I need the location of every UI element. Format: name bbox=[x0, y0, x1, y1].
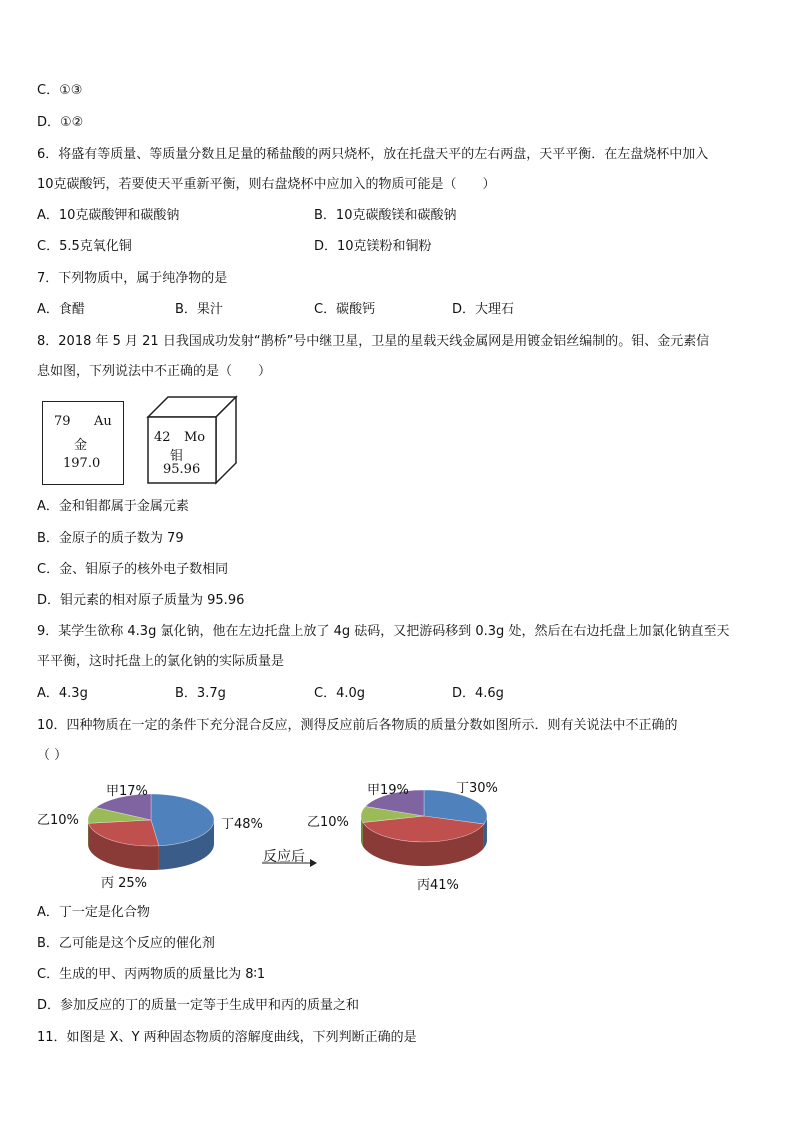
q9-option-d: D．4.6g bbox=[452, 686, 504, 701]
mo-name: 钼 bbox=[170, 449, 184, 464]
q10-option-d: D．参加反应的丁的质量一定等于生成甲和丙的质量之和 bbox=[37, 998, 360, 1013]
q6-stem-line2: 10克碳酸钙，若要使天平重新平衡，则右盘烧杯中应加入的物质可能是（ ） bbox=[37, 177, 496, 192]
q11-stem: 11．如图是 X、Y 两种固态物质的溶解度曲线，下列判断正确的是 bbox=[37, 1030, 417, 1045]
q8-option-c: C．金、钼原子的核外电子数相同 bbox=[37, 562, 229, 577]
pie2-label-bing: 丙41% bbox=[417, 878, 459, 893]
q8-option-b: B．金原子的质子数为 79 bbox=[37, 531, 184, 546]
mo-atomic-mass: 95.96 bbox=[163, 462, 201, 477]
pie1-label-ding: 丁48% bbox=[221, 817, 263, 832]
q9-option-a: A．4.3g bbox=[37, 686, 88, 701]
q6-option-a: A．10克碳酸钾和碳酸钠 bbox=[37, 208, 180, 223]
pie-chart-after bbox=[358, 786, 498, 876]
mo-atomic-number: 42 bbox=[154, 430, 171, 445]
pie1-label-yi: 乙10% bbox=[37, 813, 79, 828]
q9-stem-line1: 9．某学生欲称 4.3g 氯化钠，他在左边托盘上放了 4g 砝码，又把游码移到 0.3g 处，然后在右边托盘上加氯化钠直至天 bbox=[37, 624, 730, 639]
gold-element-card bbox=[42, 401, 124, 485]
q8-option-d: D．钼元素的相对原子质量为 95.96 bbox=[37, 593, 245, 608]
q6-option-c: C．5.5克氧化铜 bbox=[37, 239, 132, 254]
pie2-label-ding: 丁30% bbox=[456, 781, 498, 796]
q8-option-a: A．金和钼都属于金属元素 bbox=[37, 499, 189, 514]
gold-atomic-number: 79 bbox=[54, 414, 71, 429]
reaction-arrow bbox=[260, 858, 320, 868]
q10-option-a: A．丁一定是化合物 bbox=[37, 905, 150, 920]
q9-stem-line2: 平平衡，这时托盘上的氯化钠的实际质量是 bbox=[37, 654, 285, 669]
prev-option-c: C．①③ bbox=[37, 83, 83, 98]
prev-option-d: D．①② bbox=[37, 115, 84, 130]
gold-atomic-mass: 197.0 bbox=[63, 456, 101, 471]
q10-option-b: B．乙可能是这个反应的催化剂 bbox=[37, 936, 215, 951]
pie1-label-bing: 丙 25% bbox=[101, 876, 148, 891]
reaction-arrow-label: 反应后 bbox=[263, 849, 305, 865]
q8-stem-line1: 8．2018 年 5 月 21 日我国成功发射“鹊桥”号中继卫星，卫星的星载天线金属网是用镀金铝丝编制的。钼、金元素信 bbox=[37, 334, 710, 349]
q6-option-d: D．10克镁粉和铜粉 bbox=[314, 239, 432, 254]
q7-stem: 7．下列物质中，属于纯净物的是 bbox=[37, 271, 228, 286]
q6-stem-line1: 6．将盛有等质量、等质量分数且足量的稀盐酸的两只烧杯，放在托盘天平的左右两盘，天平平衡．在左盘烧杯中加入 bbox=[37, 147, 709, 162]
q7-option-c: C．碳酸钙 bbox=[314, 302, 376, 317]
gold-symbol: Au bbox=[94, 414, 112, 429]
q10-option-c: C．生成的甲、丙两物质的质量比为 8∶1 bbox=[37, 967, 266, 982]
pie1-label-jia: 甲17% bbox=[106, 784, 148, 799]
q7-option-b: B．果汁 bbox=[175, 302, 223, 317]
mo-symbol: Mo bbox=[184, 430, 206, 445]
pie2-label-yi: 乙10% bbox=[307, 815, 349, 830]
q9-option-c: C．4.0g bbox=[314, 686, 366, 701]
pie-chart-before bbox=[85, 788, 225, 878]
q10-stem-line1: 10．四种物质在一定的条件下充分混合反应，测得反应前后各物质的质量分数如图所示．则有关说法中不正确的 bbox=[37, 718, 678, 733]
q7-option-d: D．大理石 bbox=[452, 302, 515, 317]
q10-stem-line2: （ ） bbox=[37, 748, 68, 763]
q8-stem-line2: 息如图，下列说法中不正确的是（ ） bbox=[37, 364, 272, 379]
gold-name: 金 bbox=[74, 438, 88, 453]
q6-option-b: B．10克碳酸镁和碳酸钠 bbox=[314, 208, 457, 223]
q9-option-b: B．3.7g bbox=[175, 686, 226, 701]
pie2-label-jia: 甲19% bbox=[367, 783, 409, 798]
q7-option-a: A．食醋 bbox=[37, 302, 85, 317]
